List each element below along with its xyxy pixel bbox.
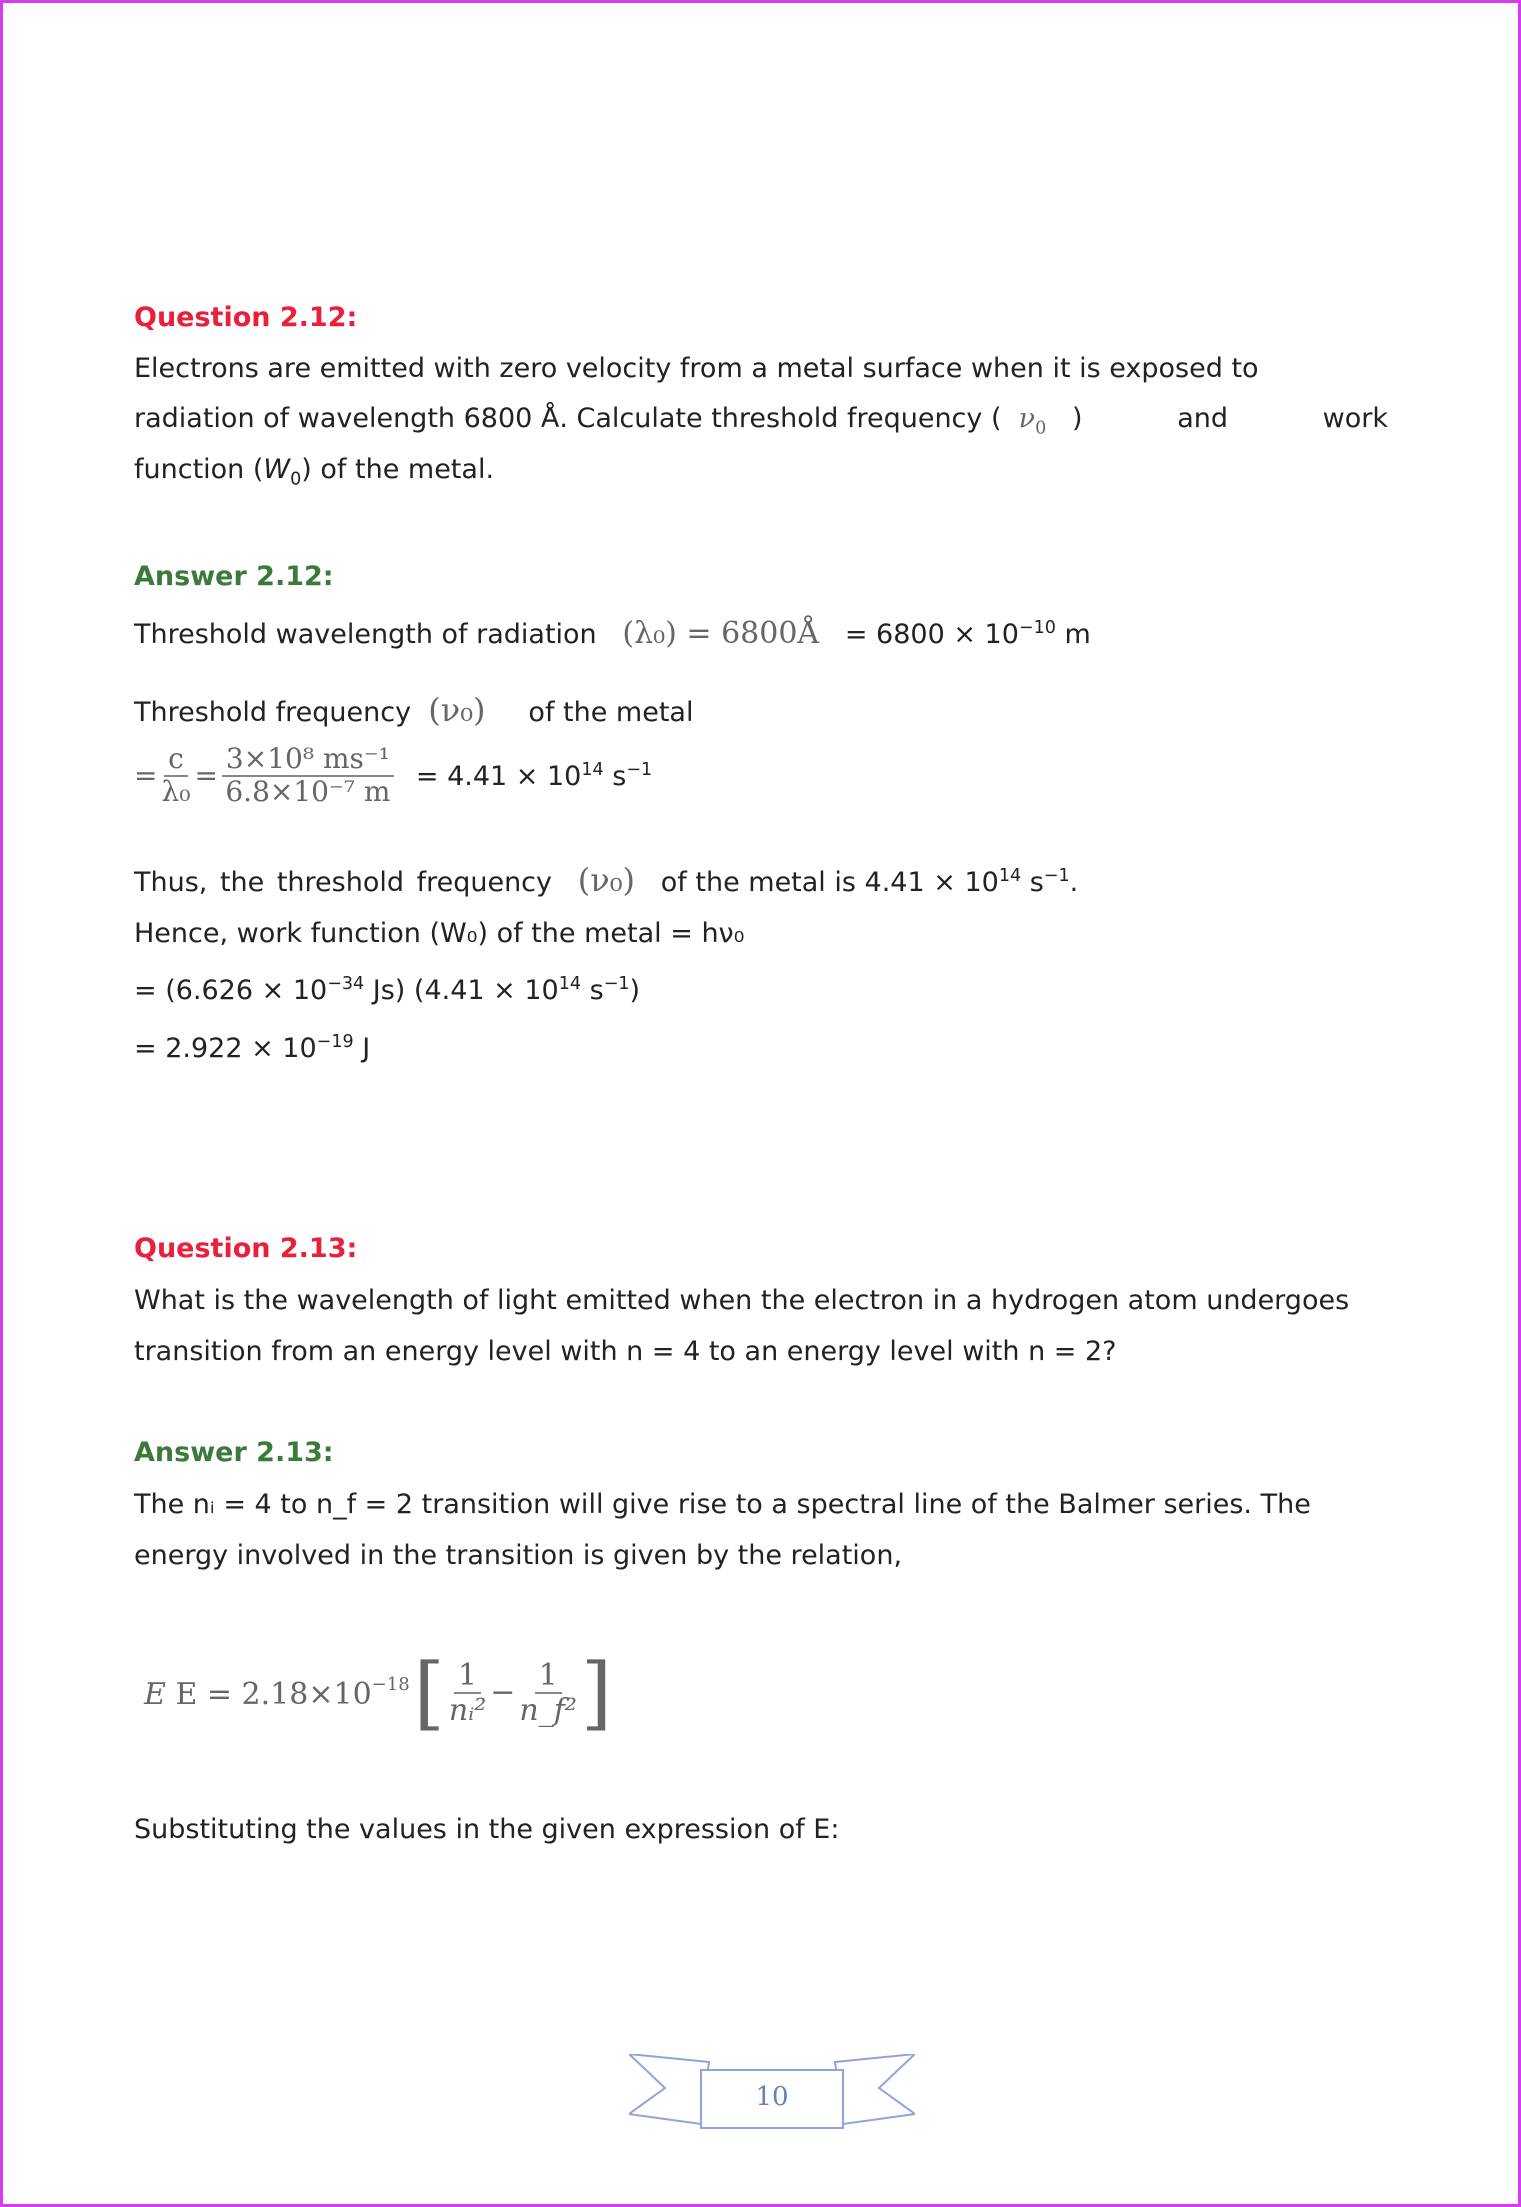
question-2-13-line1: What is the wavelength of light emitted when the electron in a hydrogen atom undergoes: [134, 1285, 1350, 1316]
answer-line-frequency: Threshold frequency (ν₀) of the metal: [134, 691, 694, 729]
answer-2-13-line1: The nᵢ = 4 to n_f = 2 transition will give rise to a spectral line of the Balmer series. The: [134, 1489, 1311, 1520]
text: and: [1177, 403, 1228, 434]
question-2-12-line3: function $(W_0)$ of the metal.: [134, 454, 495, 490]
nu-zero-symbol: $\nu_0$: [1018, 403, 1047, 439]
nu-zero-symbol: (ν₀): [428, 691, 486, 729]
text: work: [1322, 403, 1388, 434]
frequency-fraction: = $\frac{c}{\text{λ₀}}$ = $\frac{\text{3×10⁸ ms⁻¹}}{\text{6.8×10⁻⁷ m}}$ = $4.41 \times 10^{14}$ $s^{-1}$: [134, 742, 653, 808]
page-number-banner: [629, 2054, 915, 2132]
text: ): [1072, 403, 1083, 434]
question-2-12-line1: Electrons are emitted with zero velocity from a metal surface when it is exposed to: [134, 353, 1259, 384]
answer-line-result: = $2.922 \times 10^{-19}$ J: [134, 1032, 371, 1064]
answer-line-wavelength: Threshold wavelength of radiation (λ₀) = 6800Å = $6800 \times 10^{-10}$ m: [134, 616, 1091, 651]
answer-2-12-heading: Answer 2.12:: [134, 561, 334, 592]
page-number: 10: [755, 2082, 789, 2112]
answer-2-13-heading: Answer 2.13:: [134, 1437, 334, 1468]
answer-2-13-line2: energy involved in the transition is given by the relation,: [134, 1540, 903, 1571]
answer-line-work-function: Hence, work function (W₀) of the metal = hν₀: [134, 918, 745, 949]
lambda-equation: (λ₀) = 6800Å: [622, 616, 820, 651]
answer-2-13-line3: Substituting the values in the given expression of E:: [134, 1814, 840, 1845]
energy-formula: E $E = 2.18\times 10^{-18}$ [ $\frac{1}{\text{nᵢ²}}$ − $\frac{1}{\text{n\_f²}}$ ]: [144, 1646, 613, 1739]
question-2-13-heading: Question 2.13:: [134, 1233, 358, 1264]
answer-line-product: = ($6.626 \times 10^{-34}$ Js) ($4.41 \times 10^{14}$ $s^{-1}$): [134, 974, 641, 1006]
question-2-12-heading: Question 2.12:: [134, 302, 358, 333]
text: radiation of wavelength 6800 Å. Calculate threshold frequency (: [134, 403, 1002, 434]
answer-line-thus: Thus, the threshold frequency (ν₀) of the metal is $4.41 \times 10^{14}$ $s^{-1}$.: [134, 861, 1079, 899]
question-2-13-line2: transition from an energy level with n = 4 to an energy level with n = 2?: [134, 1336, 1117, 1367]
